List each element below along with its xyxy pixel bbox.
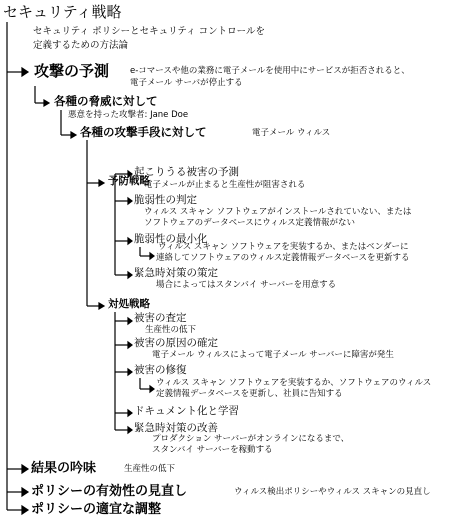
proactive-item-1-label: 起こりうる被害の予測: [134, 166, 239, 178]
policy-review-note: ウィルス検出ポリシーやウィルス スキャンの見直し: [234, 487, 431, 497]
reactive-item-1-detail: 生産性の低下: [145, 325, 197, 335]
root-desc-line-2: 定義するための方法論: [33, 40, 129, 51]
attack-prediction-label: 攻撃の予測: [34, 62, 110, 80]
reactive-item-4-label: ドキュメント化と学習: [134, 405, 239, 417]
threat-label: 各種の脅威に対して: [54, 94, 158, 108]
reactive-item-2-detail: 電子メール ウィルスによって電子メール サーバーに障害が発生: [152, 350, 394, 360]
root-desc-line-1: セキュリティ ポリシーとセキュリティ コントロールを: [33, 26, 265, 37]
proactive-item-3-detail-line-1: ウィルス スキャン ソフトウェアを実装するか、またはベンダーに: [158, 242, 409, 252]
attack-prediction-desc-line-1: e-コマースや他の業務に電子メールを使用中にサービスが拒否されると、: [130, 66, 410, 76]
reactive-strategy-label: 対処戦略: [108, 298, 150, 310]
reactive-item-2-label: 被害の原因の確定: [134, 337, 218, 349]
reactive-item-5-detail-line-1: プロダクション サーバーがオンラインになるまで、: [152, 434, 350, 444]
proactive-item-3-label: 脆弱性の最小化: [134, 233, 208, 245]
reactive-item-3-detail-line-2: 定義情報データベースを更新し、社員に告知する: [156, 389, 343, 399]
method-note: 電子メール ウィルス: [252, 128, 331, 138]
threat-actor: 悪意を持った攻撃者: Jane Doe: [68, 110, 189, 120]
proactive-item-3-detail-line-2: 連絡してソフトウェアのウィルス定義情報データベースを更新する: [156, 253, 410, 263]
reactive-item-3-label: 被害の修復: [134, 364, 187, 376]
results-note: 生産性の低下: [124, 464, 176, 474]
proactive-strategy-label: 予防戦略: [108, 175, 150, 187]
attack-prediction-desc-line-2: 電子メール サーバが停止する: [130, 78, 243, 88]
reactive-item-5-label: 緊急時対策の改善: [134, 422, 218, 434]
method-label: 各種の攻撃手段に対して: [80, 125, 207, 139]
root-title: セキュリティ戦略: [3, 3, 122, 21]
reactive-item-5-detail-line-2: スタンバイ サーバーを稼動する: [152, 445, 273, 455]
proactive-item-2-detail-line-2: ソフトウェアのデータベースにウィルス定義情報がない: [144, 218, 355, 228]
policy-review-label: ポリシーの有効性の見直し: [31, 484, 188, 499]
reactive-item-1-label: 被害の査定: [134, 312, 187, 324]
results-label: 結果の吟味: [31, 461, 97, 476]
proactive-item-2-detail-line-1: ウィルス スキャン ソフトウェアがインストールされていない、または: [144, 207, 412, 217]
policy-adjust-label: ポリシーの適宜な調整: [31, 502, 162, 517]
reactive-item-3-detail-line-1: ウィルス スキャン ソフトウェアを実装するか、ソフトウェアのウィルス: [156, 378, 432, 388]
proactive-item-4-label: 緊急時対策の策定: [134, 267, 218, 279]
proactive-item-1-detail: 電子メールが止まると生産性が阻害される: [144, 180, 306, 190]
proactive-item-4-detail: 場合によってはスタンバイ サーバーを用意する: [156, 280, 337, 290]
proactive-item-2-label: 脆弱性の判定: [134, 194, 197, 206]
